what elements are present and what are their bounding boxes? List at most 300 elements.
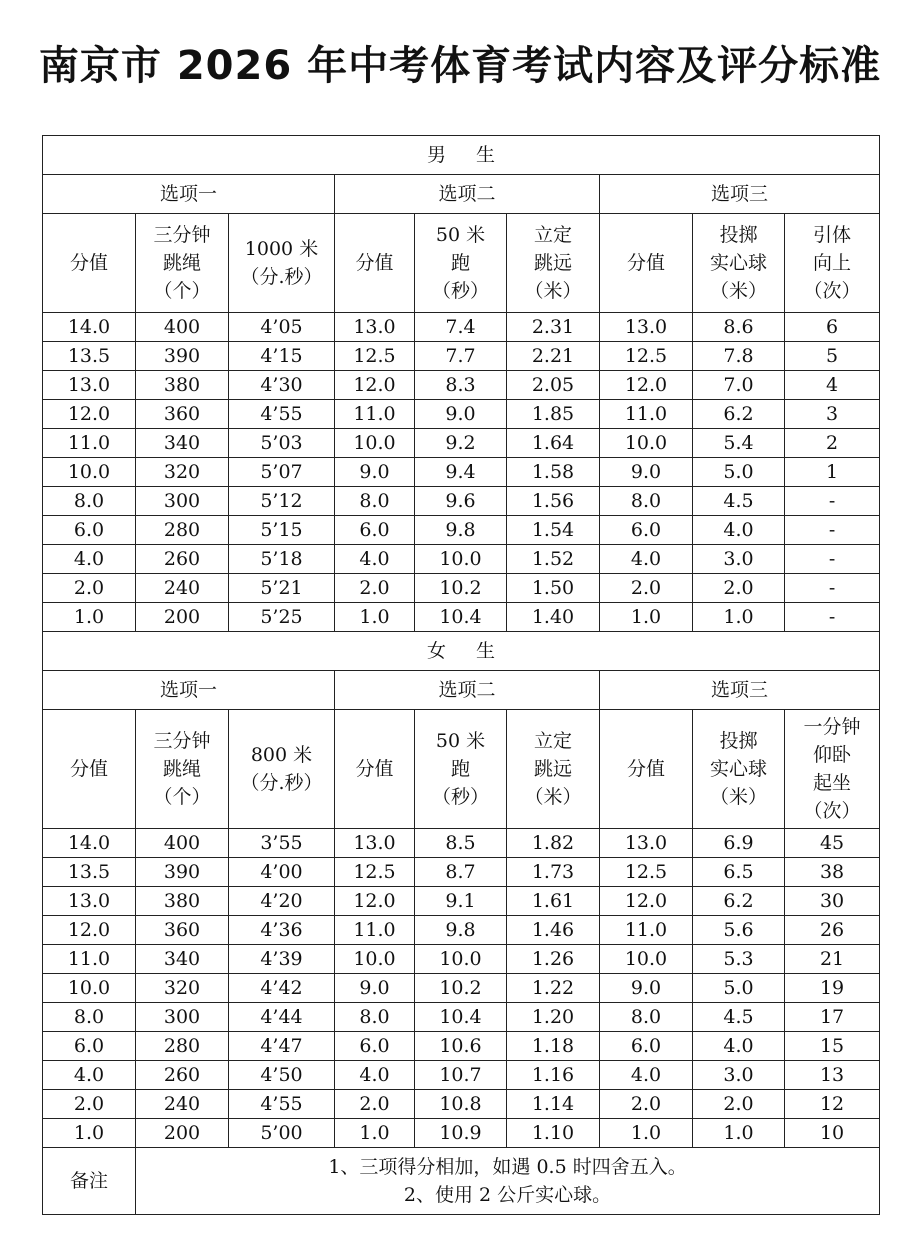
column-header-line: 三分钟: [153, 224, 211, 246]
table-cell: 320: [136, 458, 229, 487]
column-header-line: （米）: [709, 786, 767, 808]
table-cell: 2.21: [507, 342, 600, 371]
table-cell: 8.0: [43, 487, 136, 516]
note-item: 2、使用 2 公斤实心球。: [403, 1184, 612, 1206]
table-cell: 13: [785, 1061, 880, 1090]
table-cell: 2.0: [43, 1090, 136, 1119]
table-cell: 4: [785, 371, 880, 400]
table-cell: 1.56: [507, 487, 600, 516]
table-row: [43, 887, 880, 916]
table-cell: 26: [785, 916, 880, 945]
table-cell: 4’47: [229, 1032, 335, 1061]
column-header-line: 分值: [69, 252, 108, 274]
table-row: [43, 313, 880, 342]
table-cell: 12.0: [600, 887, 693, 916]
table-cell: 1.46: [507, 916, 600, 945]
column-header-line: 跳远: [533, 758, 572, 780]
table-cell: 2.0: [43, 574, 136, 603]
table-cell: 390: [136, 342, 229, 371]
column-header-line: 起坐: [813, 772, 852, 794]
table-cell: 1.50: [507, 574, 600, 603]
table-cell: 300: [136, 487, 229, 516]
table-cell: 4.0: [693, 1032, 785, 1061]
column-header-line: 50 米: [435, 730, 486, 752]
table-row: [43, 829, 880, 858]
column-header: [335, 710, 415, 829]
table-cell: 1.18: [507, 1032, 600, 1061]
table-cell: 8.0: [43, 1003, 136, 1032]
table-cell: 13.0: [600, 829, 693, 858]
table-cell: 380: [136, 887, 229, 916]
column-header-line: 分值: [626, 758, 665, 780]
column-header-line: （次）: [803, 800, 861, 822]
table-cell: 5.3: [693, 945, 785, 974]
table-cell: 7.7: [415, 342, 507, 371]
table-cell: 390: [136, 858, 229, 887]
column-header-line: 实心球: [709, 252, 767, 274]
table-cell: 8.0: [335, 1003, 415, 1032]
table-cell: 45: [785, 829, 880, 858]
column-header: [415, 214, 507, 313]
table-cell: 4’44: [229, 1003, 335, 1032]
table-cell: 6.0: [335, 516, 415, 545]
table-cell: 10.2: [415, 974, 507, 1003]
table-cell: 1.0: [600, 1119, 693, 1148]
table-cell: -: [785, 516, 880, 545]
table-cell: 9.8: [415, 916, 507, 945]
table-cell: 400: [136, 829, 229, 858]
table-cell: 10.0: [600, 945, 693, 974]
table-row: [43, 429, 880, 458]
column-header: [693, 710, 785, 829]
note-item: 1、三项得分相加，如遇 0.5 时四舍五入。: [328, 1156, 687, 1178]
table-cell: 2.0: [600, 1090, 693, 1119]
table-cell: 8.0: [600, 487, 693, 516]
table-cell: 340: [136, 429, 229, 458]
table-row: [43, 945, 880, 974]
table-cell: 11.0: [600, 916, 693, 945]
table-cell: 3’55: [229, 829, 335, 858]
column-header-line: 立定: [533, 730, 572, 752]
table-cell: 5’25: [229, 603, 335, 632]
table-cell: 14.0: [43, 829, 136, 858]
table-cell: 1: [785, 458, 880, 487]
table-cell: 4’00: [229, 858, 335, 887]
table-cell: 5’03: [229, 429, 335, 458]
table-cell: 1.16: [507, 1061, 600, 1090]
table-cell: 13.0: [335, 313, 415, 342]
table-cell: 10.0: [335, 945, 415, 974]
table-cell: 8.0: [335, 487, 415, 516]
table-cell: 10.4: [415, 1003, 507, 1032]
table-cell: 1.82: [507, 829, 600, 858]
table-cell: 11.0: [335, 916, 415, 945]
column-header-line: 跳绳: [162, 252, 201, 274]
table-cell: 12.0: [335, 887, 415, 916]
table-cell: 1.20: [507, 1003, 600, 1032]
column-header-line: （秒）: [431, 280, 489, 302]
table-cell: 3.0: [693, 1061, 785, 1090]
table-cell: 9.0: [600, 974, 693, 1003]
table-cell: 2.0: [600, 574, 693, 603]
table-cell: 5.6: [693, 916, 785, 945]
table-cell: 12.5: [335, 858, 415, 887]
table-cell: 5’12: [229, 487, 335, 516]
column-header-line: （米）: [524, 786, 582, 808]
table-cell: 38: [785, 858, 880, 887]
table-cell: 10.0: [43, 974, 136, 1003]
table-cell: 14.0: [43, 313, 136, 342]
table-cell: 10.7: [415, 1061, 507, 1090]
column-header: [229, 214, 335, 313]
table-cell: 4.0: [600, 545, 693, 574]
table-cell: 12: [785, 1090, 880, 1119]
table-cell: 4’50: [229, 1061, 335, 1090]
table-cell: 6.2: [693, 400, 785, 429]
table-cell: 1.0: [600, 603, 693, 632]
column-header-line: （秒）: [431, 786, 489, 808]
female-section-title: 女生: [43, 632, 880, 671]
column-header: [507, 710, 600, 829]
table-cell: 12.5: [600, 858, 693, 887]
column-header-line: 1000 米: [244, 238, 319, 260]
table-row: [43, 1119, 880, 1148]
column-header: [600, 710, 693, 829]
table-cell: 1.64: [507, 429, 600, 458]
table-cell: 4’15: [229, 342, 335, 371]
table-cell: 11.0: [43, 429, 136, 458]
table-cell: 6.0: [600, 516, 693, 545]
column-header: [43, 214, 136, 313]
female-section-row: [43, 632, 880, 671]
table-cell: 340: [136, 945, 229, 974]
table-cell: 1.14: [507, 1090, 600, 1119]
table-cell: 10.8: [415, 1090, 507, 1119]
table-row: [43, 487, 880, 516]
table-cell: 8.7: [415, 858, 507, 887]
column-header: [785, 710, 880, 829]
table-cell: 200: [136, 603, 229, 632]
table-cell: 4’30: [229, 371, 335, 400]
scoring-table: [42, 135, 880, 1215]
table-cell: 240: [136, 574, 229, 603]
column-header-line: 分值: [355, 758, 394, 780]
table-cell: 1.61: [507, 887, 600, 916]
column-header-line: （个）: [153, 786, 211, 808]
table-cell: 4.0: [43, 1061, 136, 1090]
table-cell: 7.8: [693, 342, 785, 371]
table-cell: 13.5: [43, 342, 136, 371]
table-cell: 1.0: [43, 1119, 136, 1148]
table-cell: 6: [785, 313, 880, 342]
column-header-line: 800 米: [250, 744, 313, 766]
table-cell: 11.0: [43, 945, 136, 974]
table-cell: 8.5: [415, 829, 507, 858]
table-cell: 5’00: [229, 1119, 335, 1148]
table-row: [43, 974, 880, 1003]
table-row: [43, 458, 880, 487]
column-header: [136, 214, 229, 313]
table-cell: 11.0: [335, 400, 415, 429]
column-header-line: 分值: [626, 252, 665, 274]
column-header: [507, 214, 600, 313]
table-row: [43, 916, 880, 945]
table-cell: 320: [136, 974, 229, 1003]
table-cell: 21: [785, 945, 880, 974]
table-cell: 10.4: [415, 603, 507, 632]
female-header-row: [43, 710, 880, 829]
table-cell: 12.0: [43, 400, 136, 429]
table-cell: 2.05: [507, 371, 600, 400]
column-header-line: （米）: [709, 280, 767, 302]
table-cell: 13.0: [600, 313, 693, 342]
table-row: [43, 400, 880, 429]
column-header-line: 跳绳: [162, 758, 201, 780]
column-header-line: 投掷: [719, 224, 758, 246]
table-cell: 12.0: [600, 371, 693, 400]
option-label: 选项一: [43, 671, 335, 710]
table-cell: 8.0: [600, 1003, 693, 1032]
table-cell: 10.0: [43, 458, 136, 487]
table-cell: 2.0: [335, 574, 415, 603]
column-header-line: 向上: [813, 252, 852, 274]
table-row: [43, 1003, 880, 1032]
table-cell: 1.85: [507, 400, 600, 429]
table-cell: 4.0: [335, 1061, 415, 1090]
column-header: [136, 710, 229, 829]
table-cell: 1.73: [507, 858, 600, 887]
table-cell: 12.5: [600, 342, 693, 371]
table-cell: 280: [136, 516, 229, 545]
table-cell: 1.0: [693, 1119, 785, 1148]
table-row: [43, 603, 880, 632]
table-cell: 9.0: [600, 458, 693, 487]
column-header-line: 跳远: [533, 252, 572, 274]
table-cell: 9.0: [335, 974, 415, 1003]
table-cell: 10: [785, 1119, 880, 1148]
column-header-line: （分.秒）: [240, 266, 323, 288]
table-cell: 5: [785, 342, 880, 371]
table-cell: 4.5: [693, 1003, 785, 1032]
table-cell: 5’21: [229, 574, 335, 603]
column-header-line: （分.秒）: [240, 772, 323, 794]
column-header-line: 引体: [813, 224, 852, 246]
table-cell: 5’15: [229, 516, 335, 545]
male-section-title: 男生: [43, 136, 880, 175]
table-cell: 5’07: [229, 458, 335, 487]
table-cell: 4.5: [693, 487, 785, 516]
table-row: [43, 1061, 880, 1090]
table-cell: 1.0: [43, 603, 136, 632]
table-cell: 10.0: [415, 545, 507, 574]
column-header-line: 分值: [355, 252, 394, 274]
table-cell: 4.0: [335, 545, 415, 574]
table-cell: 15: [785, 1032, 880, 1061]
male-section-row: [43, 136, 880, 175]
table-cell: 1.22: [507, 974, 600, 1003]
table-cell: 6.0: [43, 1032, 136, 1061]
table-cell: 8.6: [693, 313, 785, 342]
table-cell: 6.0: [43, 516, 136, 545]
table-row: [43, 858, 880, 887]
table-cell: 13.0: [335, 829, 415, 858]
table-cell: 400: [136, 313, 229, 342]
table-cell: 4’42: [229, 974, 335, 1003]
notes-body: [136, 1148, 880, 1215]
table-cell: 13.5: [43, 858, 136, 887]
table-cell: 4.0: [693, 516, 785, 545]
table-cell: 2.31: [507, 313, 600, 342]
table-cell: 9.1: [415, 887, 507, 916]
column-header-line: （次）: [803, 280, 861, 302]
column-header-line: 跑: [450, 758, 470, 780]
column-header: [600, 214, 693, 313]
table-cell: 9.0: [335, 458, 415, 487]
table-cell: 4’55: [229, 1090, 335, 1119]
column-header-line: 投掷: [719, 730, 758, 752]
column-header-line: 仰卧: [813, 744, 852, 766]
column-header-line: 分值: [69, 758, 108, 780]
male-options-row: [43, 175, 880, 214]
table-cell: 2.0: [693, 574, 785, 603]
table-cell: 1.54: [507, 516, 600, 545]
table-cell: 300: [136, 1003, 229, 1032]
table-cell: -: [785, 574, 880, 603]
column-header-line: （个）: [153, 280, 211, 302]
table-cell: 2.0: [693, 1090, 785, 1119]
column-header-line: 跑: [450, 252, 470, 274]
column-header-line: 50 米: [435, 224, 486, 246]
table-cell: 10.0: [335, 429, 415, 458]
table-cell: 9.0: [415, 400, 507, 429]
table-cell: 7.0: [693, 371, 785, 400]
table-cell: 9.2: [415, 429, 507, 458]
table-row: [43, 1090, 880, 1119]
column-header: [43, 710, 136, 829]
table-cell: 10.0: [415, 945, 507, 974]
table-cell: 13.0: [43, 371, 136, 400]
table-cell: 7.4: [415, 313, 507, 342]
table-cell: 6.9: [693, 829, 785, 858]
column-header-line: （米）: [524, 280, 582, 302]
table-cell: 6.0: [600, 1032, 693, 1061]
table-cell: 9.4: [415, 458, 507, 487]
table-cell: 4’05: [229, 313, 335, 342]
table-cell: 10.9: [415, 1119, 507, 1148]
table-cell: 4’36: [229, 916, 335, 945]
female-options-row: [43, 671, 880, 710]
table-cell: -: [785, 603, 880, 632]
column-header-line: 实心球: [709, 758, 767, 780]
table-row: [43, 371, 880, 400]
table-row: [43, 1032, 880, 1061]
table-row: [43, 516, 880, 545]
table-cell: 1.0: [335, 1119, 415, 1148]
column-header-line: 一分钟: [803, 716, 861, 738]
table-cell: 1.0: [693, 603, 785, 632]
table-cell: 2: [785, 429, 880, 458]
option-label: 选项二: [335, 175, 600, 214]
column-header-line: 三分钟: [153, 730, 211, 752]
option-label: 选项三: [600, 671, 880, 710]
table-cell: 360: [136, 916, 229, 945]
column-header-line: 立定: [533, 224, 572, 246]
table-cell: 8.3: [415, 371, 507, 400]
table-cell: 9.6: [415, 487, 507, 516]
table-cell: 11.0: [600, 400, 693, 429]
table-cell: 360: [136, 400, 229, 429]
table-cell: 6.2: [693, 887, 785, 916]
page-title: 南京市 2026 年中考体育考试内容及评分标准: [38, 43, 882, 89]
table-cell: 1.58: [507, 458, 600, 487]
table-cell: 4’20: [229, 887, 335, 916]
table-cell: 10.6: [415, 1032, 507, 1061]
column-header: [229, 710, 335, 829]
table-cell: 12.0: [335, 371, 415, 400]
table-row: [43, 574, 880, 603]
table-cell: 260: [136, 1061, 229, 1090]
notes-label: 备注: [43, 1148, 136, 1215]
table-cell: 4.0: [43, 545, 136, 574]
table-cell: -: [785, 487, 880, 516]
table-cell: 260: [136, 545, 229, 574]
table-cell: 3: [785, 400, 880, 429]
column-header: [693, 214, 785, 313]
table-cell: 5.0: [693, 974, 785, 1003]
column-header: [785, 214, 880, 313]
table-cell: 4’55: [229, 400, 335, 429]
table-cell: 380: [136, 371, 229, 400]
table-cell: 1.0: [335, 603, 415, 632]
option-label: 选项三: [600, 175, 880, 214]
table-cell: 5.4: [693, 429, 785, 458]
table-cell: 5’18: [229, 545, 335, 574]
column-header: [335, 214, 415, 313]
table-cell: 12.5: [335, 342, 415, 371]
table-cell: 1.52: [507, 545, 600, 574]
table-cell: -: [785, 545, 880, 574]
table-cell: 2.0: [335, 1090, 415, 1119]
column-header: [415, 710, 507, 829]
table-cell: 3.0: [693, 545, 785, 574]
table-cell: 17: [785, 1003, 880, 1032]
table-cell: 10.0: [600, 429, 693, 458]
table-cell: 240: [136, 1090, 229, 1119]
notes-row: [43, 1148, 880, 1215]
male-header-row: [43, 214, 880, 313]
table-cell: 5.0: [693, 458, 785, 487]
table-cell: 1.26: [507, 945, 600, 974]
table-cell: 1.10: [507, 1119, 600, 1148]
table-cell: 30: [785, 887, 880, 916]
option-label: 选项一: [43, 175, 335, 214]
option-label: 选项二: [335, 671, 600, 710]
table-cell: 10.2: [415, 574, 507, 603]
table-cell: 4.0: [600, 1061, 693, 1090]
table-row: [43, 545, 880, 574]
table-cell: 9.8: [415, 516, 507, 545]
table-cell: 4’39: [229, 945, 335, 974]
table-cell: 13.0: [43, 887, 136, 916]
table-cell: 12.0: [43, 916, 136, 945]
table-cell: 6.0: [335, 1032, 415, 1061]
table-cell: 19: [785, 974, 880, 1003]
table-cell: 1.40: [507, 603, 600, 632]
table-cell: 6.5: [693, 858, 785, 887]
table-row: [43, 342, 880, 371]
table-cell: 280: [136, 1032, 229, 1061]
table-cell: 200: [136, 1119, 229, 1148]
